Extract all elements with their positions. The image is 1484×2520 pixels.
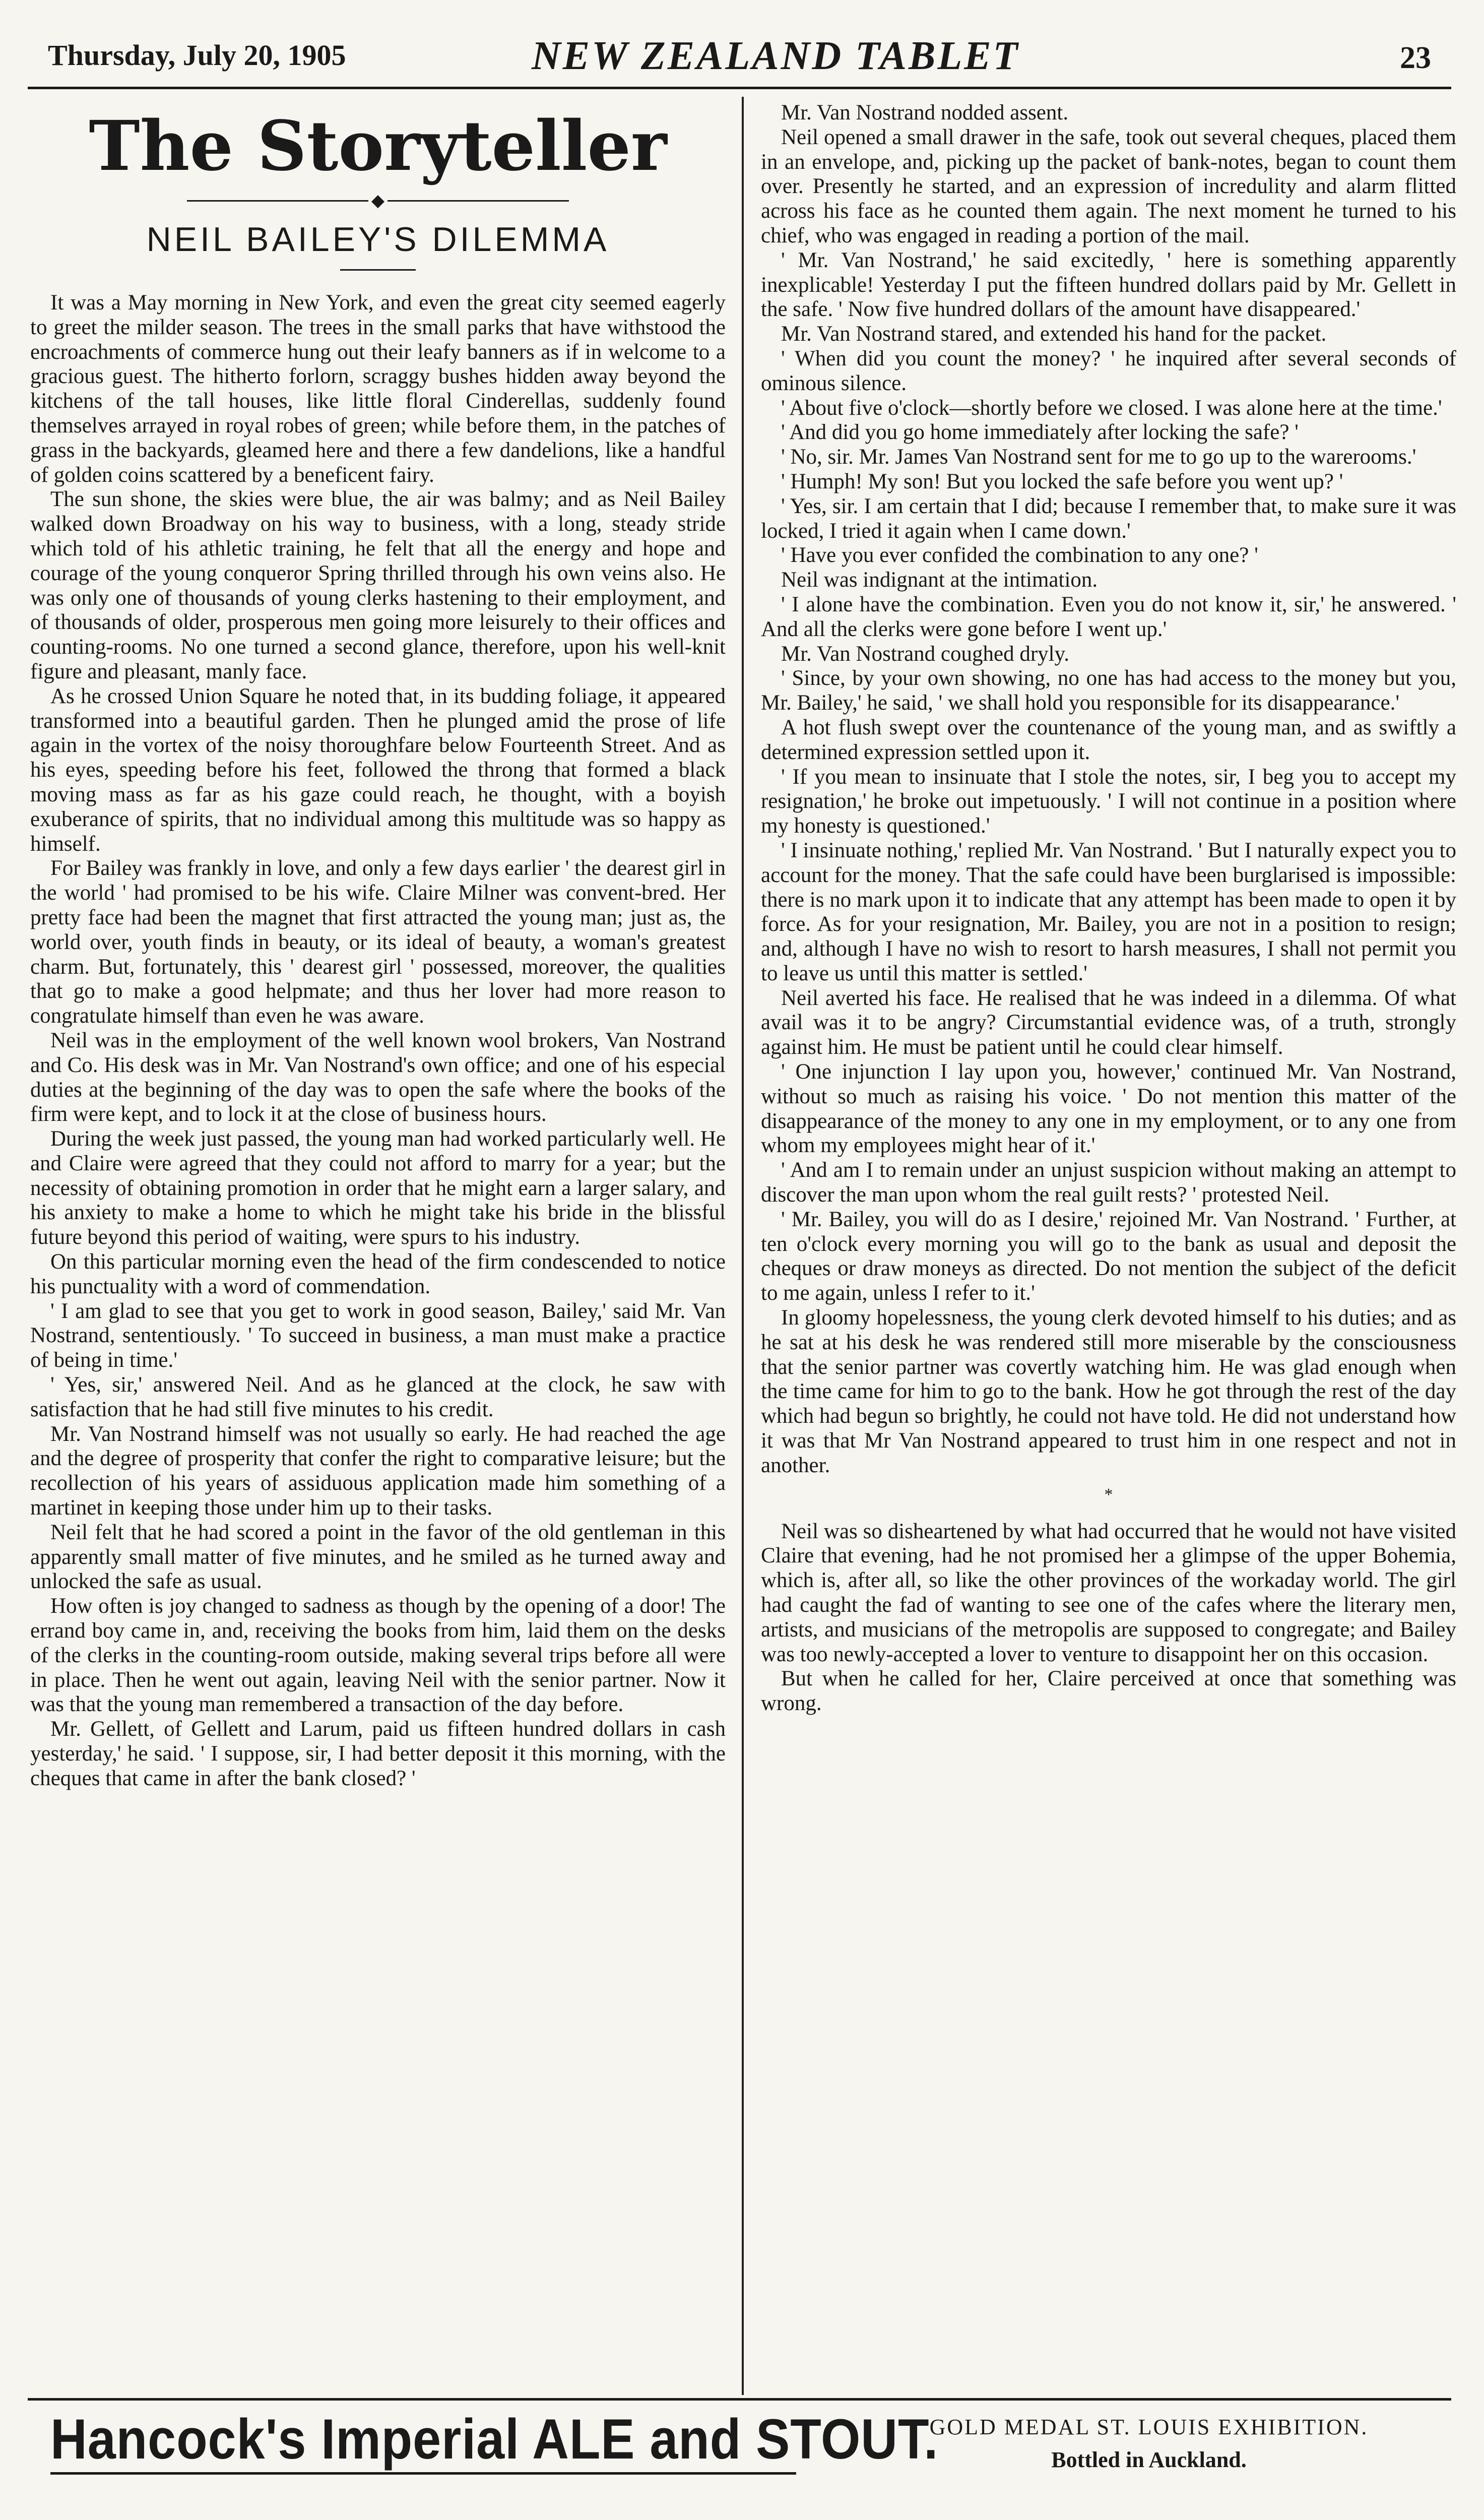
paragraph: Neil felt that he had scored a point in the favor of the old gentleman in this apparently small matter of five minutes, and he smiled as he turned away and unlocked the safe as usual. — [30, 1520, 726, 1594]
paragraph: Neil was so disheartened by what had occurred that he would not have visited Claire that evening, had he not promised her a glimpse of the upper Bohemia, which is, after all, so like the other provinces of the workaday world. The girl had caught the fad of wanting to see one of the cafes where the literary men, artists, and musicians of the metropolis are supposed to congregate; and Bailey was too newly-accepted a lover to venture to disappoint her on this occasion. — [761, 1519, 1456, 1666]
page-number: 23 — [1400, 41, 1431, 75]
section-break: * — [1104, 1485, 1113, 1504]
paragraph: Neil opened a small drawer in the safe, took out several cheques, placed them in an envelope, and, picking up the packet of bank-notes, began to count them over. Presently he started, and an expression of incredulity and alarm flitted across his face as he counted them again. The next moment he turned to his chief, who was engaged in reading a portion of the mail. — [761, 125, 1456, 247]
paragraph: ' One injunction I lay upon you, however,' continued Mr. Van Nostrand, without so much as raising his voice. ' Do not mention this matter of the disappearance of the money to any one in my employment, or to any one from whom my employees might hear of it.' — [761, 1060, 1456, 1158]
paragraph: ' And did you go home immediately after locking the safe? ' — [781, 420, 1299, 445]
masthead — [28, 31, 1451, 89]
column-divider — [742, 97, 744, 2395]
paragraph: Neil was in the employment of the well known wool brokers, Van Nostrand and Co. His desk was in Mr. Van Nostrand's own office; and one of his especial duties at the beginning of the day was to open the safe where the books of the firm were kept, and to lock it at the close of business hours. — [30, 1028, 726, 1126]
title-ornament: ◆ — [30, 191, 726, 211]
advertisement — [50, 2407, 939, 2475]
paragraph: ' Yes, sir,' answered Neil. And as he glanced at the clock, he saw with satisfaction that he had still five minutes to his credit. — [30, 1373, 726, 1421]
paragraph: ' Have you ever confided the combination to any one? ' — [781, 543, 1258, 568]
paragraph: ' And am I to remain under an unjust suspicion without making an attempt to discover the man upon whom the real guilt rests? ' protested Neil. — [761, 1158, 1456, 1207]
section-title: The Storyteller — [89, 106, 667, 186]
issue-date: Thursday, July 20, 1905 — [48, 39, 346, 72]
paragraph: In gloomy hopelessness, the young clerk devoted himself to his duties; and as he sat at his desk he was rendered still more miserable by the consciousness that the senior partner was covertly watching him. He was glad enough when the time came for him to go to the bank. How he got through the rest of the day which had begun so brightly, he could not have told. He did not understand how it was that Mr Van Nostrand appeared to trust him in one respect and not in another. — [761, 1306, 1456, 1477]
ad-note — [897, 2414, 1401, 2473]
paragraph: It was a May morning in New York, and even the great city seemed eagerly to greet the milder season. The trees in the small parks that have withstood the encroachments of commerce hung out their leafy banners as if in welcome to a gracious guest. The hitherto forlorn, scraggy bushes hidden away beyond the kitchens of the tall houses, like little floral Cinderellas, suddenly found themselves arrayed in royal robes of green; while before them, in the patches of grass in the backyards, gleamed here and there a few dandelions, like a handful of golden coins scattered by a beneficent fairy. — [30, 291, 726, 487]
paragraph: Neil averted his face. He realised that he was indeed in a dilemma. Of what avail was it to be angry? Circumstantial evidence was, of a truth, strongly against him. He must be patient until he could clear himself. — [761, 986, 1456, 1059]
paragraph: ' Yes, sir. I am certain that I did; because I remember that, to make sure it was locked, I tried it again when I came down.' — [761, 494, 1456, 543]
title-rule — [340, 269, 416, 271]
paragraph: ' Since, by your own showing, no one has had access to the money but you, Mr. Bailey,' he said, ' we shall hold you responsible for its disappearance.' — [761, 666, 1456, 715]
paragraph: ' I alone have the combination. Even you do not know it, sir,' he answered. ' And all the clerks were gone before I went up.' — [761, 592, 1456, 641]
right-column — [761, 101, 1456, 2394]
story-title: NEIL BAILEY'S DILEMMA — [146, 220, 610, 259]
paragraph: On this particular morning even the head of the firm condescended to notice his punctuality with a word of commendation. — [30, 1250, 726, 1298]
paragraph: For Bailey was frankly in love, and only a few days earlier ' the dearest girl in the world ' had promised to be his wife. Claire Milner was convent-bred. Her pretty face had been the magnet that first attracted the young man; just as, the world over, youth finds in beauty, or its ideal of beauty, a woman's greatest charm. But, fortunately, this ' dearest girl ' possessed, moreover, the qualities that go to make a good helpmate; and thus her lover had more reason to congratulate himself than even he was aware. — [30, 856, 726, 1028]
ad-award: GOLD MEDAL ST. LOUIS EXHIBITION. — [929, 2415, 1369, 2439]
paragraph: ' When did you count the money? ' he inquired after several seconds of ominous silence. — [761, 346, 1456, 395]
paragraph: ' I am glad to see that you get to work in good season, Bailey,' said Mr. Van Nostrand, sententiously. ' To succeed in business, a man must make a practice of being in time.' — [30, 1299, 726, 1372]
paragraph: ' Mr. Bailey, you will do as I desire,' rejoined Mr. Van Nostrand. ' Further, at ten o'clock every morning you will go to the bank as usual and deposit the cheques or draw moneys as directed. Do not mention the subject of the deficit to me again, unless I refer to it.' — [761, 1207, 1456, 1305]
paragraph: Mr. Van Nostrand himself was not usually so early. He had reached the age and the degree of prosperity that confer the right to comparative leisure; but the recollection of his years of assiduous application made him something of a martinet in keeping those under him up to their tasks. — [30, 1422, 726, 1520]
paragraph: As he crossed Union Square he noted that, in its budding foliage, it appeared transformed into a beautiful garden. Then he plunged amid the prose of life again in the vortex of the noisy thoroughfare below Fourteenth Street. And as his eyes, speeding before his feet, followed the throng that formed a black moving mass as far as his gaze could reach, he thought, with a boyish exuberance of spirits, that no individual among this multitude was so happy as himself. — [30, 684, 726, 856]
paragraph: Mr. Van Nostrand nodded assent. — [781, 101, 1069, 124]
ad-headline: Hancock's Imperial ALE and STOUT. — [50, 2408, 939, 2471]
paragraph: ' About five o'clock—shortly before we closed. I was alone here at the time.' — [781, 396, 1442, 420]
ad-bottler: Bottled in Auckland. — [1051, 2447, 1247, 2472]
paragraph: A hot flush swept over the countenance of the young man, and as swiftly a determined expression settled upon it. — [761, 715, 1456, 764]
paragraph: Mr. Van Nostrand stared, and extended his hand for the packet. — [781, 322, 1327, 346]
left-column — [30, 101, 726, 2394]
paragraph: ' Mr. Van Nostrand,' he said excitedly, ' here is something apparently inexplicable! Yesterday I put the fifteen hundred dollars paid by Mr. Gellett in the safe. ' Now five hundred dollars of the amount have disappeared.' — [761, 248, 1456, 322]
paragraph: ' Humph! My son! But you locked the safe before you went up? ' — [781, 469, 1343, 493]
paragraph: Neil was indignant at the intimation. — [781, 568, 1098, 592]
paragraph: Mr. Van Nostrand coughed dryly. — [781, 642, 1070, 666]
paragraph: ' No, sir. Mr. James Van Nostrand sent for me to go up to the warerooms.' — [781, 445, 1416, 469]
paragraph: ' I insinuate nothing,' replied Mr. Van Nostrand. ' But I naturally expect you to account for the money. That the safe could have been burglarised is impossible: there is no mark upon it to indicate that any attempt has been made to open it by force. As for your resignation, Mr. Bailey, you are not in a position to resign; and, although I have no wish to resort to harsh measures, I shall not permit you to leave us until this matter is settled.' — [761, 838, 1456, 985]
paragraph: But when he called for her, Claire perceived at once that something was wrong. — [761, 1667, 1456, 1716]
paragraph: During the week just passed, the young man had worked particularly well. He and Claire were agreed that they could not afford to marry for a year; but the necessity of obtaining promotion in order that he might earn a larger salary, and his anxiety to make a home to which he might take his bride in the blissful future beyond this period of waiting, were spurs to his industry. — [30, 1127, 726, 1249]
paragraph: The sun shone, the skies were blue, the air was balmy; and as Neil Bailey walked down Broadway on his way to business, with a long, steady stride which told of his athletic training, he felt that all the energy and hope and courage of the young conqueror Spring thrilled through his own veins also. He was only one of thousands of young clerks hastening to their employment, and of thousands of older, prosperous men going more leisurely to their offices and counting-rooms. No one turned a second glance, therefore, upon his well-knit figure and pleasant, manly face. — [30, 487, 726, 683]
paragraph: Mr. Gellett, of Gellett and Larum, paid us fifteen hundred dollars in cash yesterday,' he said. ' I suppose, sir, I had better deposit it this morning, with the cheques that came in after the bank closed? ' — [30, 1717, 726, 1790]
newspaper-title: NEW ZEALAND TABLET — [532, 34, 1020, 78]
footer-rule — [28, 2398, 1451, 2401]
paragraph: How often is joy changed to sadness as though by the opening of a door! The errand boy came in, and, receiving the books from him, laid them on the desks of the clerks in the counting-room outside, making several trips before all were in place. Then he went out again, leaving Neil with the senior partner. Now it was that the young man remembered a transaction of the day before. — [30, 1594, 726, 1717]
paragraph: ' If you mean to insinuate that I stole the notes, sir, I beg you to accept my resignation,' he broke out impetuously. ' I will not continue in a position where my honesty is questioned.' — [761, 765, 1456, 838]
